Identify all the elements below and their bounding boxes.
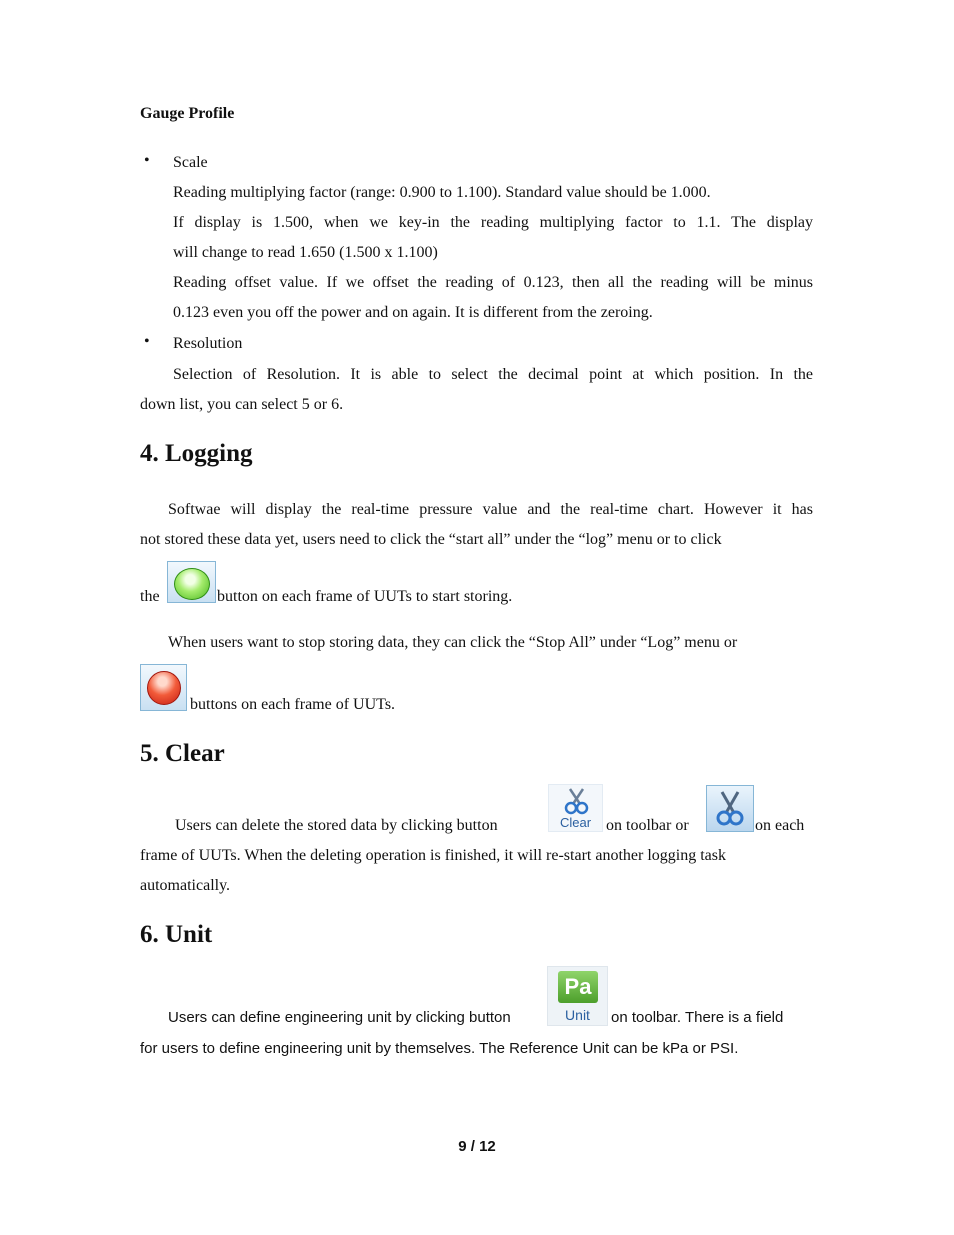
stop-log-button-icon <box>140 664 187 711</box>
gauge-profile-heading: Gauge Profile <box>140 105 235 122</box>
scissors-icon <box>549 785 604 817</box>
logging-text: buttons on each frame of UUTs. <box>190 696 396 713</box>
logging-heading: 4. Logging <box>140 440 253 467</box>
resolution-line: down list, you can select 5 or 6. <box>140 396 344 413</box>
clear-text: on toolbar or <box>606 817 689 834</box>
logging-text: the <box>140 588 160 605</box>
pa-icon: Pa <box>558 971 598 1003</box>
unit-text: for users to define engineering unit by themselves. The Reference Unit can be kPa or PSI. <box>140 1040 739 1057</box>
bullet-dot: • <box>144 152 150 169</box>
unit-text: Users can define engineering unit by clicking button <box>168 1009 511 1026</box>
clear-icon-label: Clear <box>559 815 592 830</box>
unit-heading: 6. Unit <box>140 921 213 948</box>
clear-heading: 5. Clear <box>140 740 225 767</box>
unit-toolbar-button-icon <box>547 966 608 1026</box>
unit-text: on toolbar. There is a field <box>611 1009 784 1026</box>
clear-text: on each <box>755 817 805 834</box>
logging-text: Softwae will display the real-time pressure value and the real-time chart. However it has <box>168 501 813 518</box>
unit-icon-label: Unit <box>565 1007 590 1023</box>
logging-text: When users want to stop storing data, they can click the “Stop All” under “Log” menu or <box>168 634 738 651</box>
resolution-line: Selection of Resolution. It is able to select the decimal point at which position. In the <box>173 366 813 383</box>
red-light-icon <box>147 671 181 705</box>
logging-text: button on each frame of UUTs to start storing. <box>217 588 513 605</box>
clear-text: automatically. <box>140 877 231 894</box>
scale-line: will change to read 1.650 (1.500 x 1.100) <box>173 244 438 261</box>
scale-line: If display is 1.500, when we key-in the reading multiplying factor to 1.1. The display <box>173 214 813 231</box>
bullet-dot: • <box>144 333 150 350</box>
scale-line: Reading multiplying factor (range: 0.900 to 1.100). Standard value should be 1.000. <box>173 184 711 201</box>
clear-text: frame of UUTs. When the deleting operation is finished, it will re-start another logging task <box>140 847 726 864</box>
page-number: 9 / 12 <box>458 1138 496 1155</box>
scale-line: Reading offset value. If we offset the reading of 0.123, then all the reading will be minus <box>173 274 813 291</box>
logging-text: not stored these data yet, users need to click the “start all” under the “log” menu or to click <box>140 531 722 548</box>
start-log-button-icon <box>167 561 216 603</box>
scale-line: 0.123 even you off the power and on again. It is different from the zeroing. <box>173 304 653 321</box>
scale-title: Scale <box>173 154 208 171</box>
clear-frame-button-icon <box>706 785 754 832</box>
clear-text: Users can delete the stored data by clicking button <box>175 817 498 834</box>
clear-toolbar-button-icon <box>548 784 603 832</box>
scissors-icon <box>707 786 753 831</box>
green-light-icon <box>174 568 210 600</box>
resolution-title: Resolution <box>173 335 243 352</box>
